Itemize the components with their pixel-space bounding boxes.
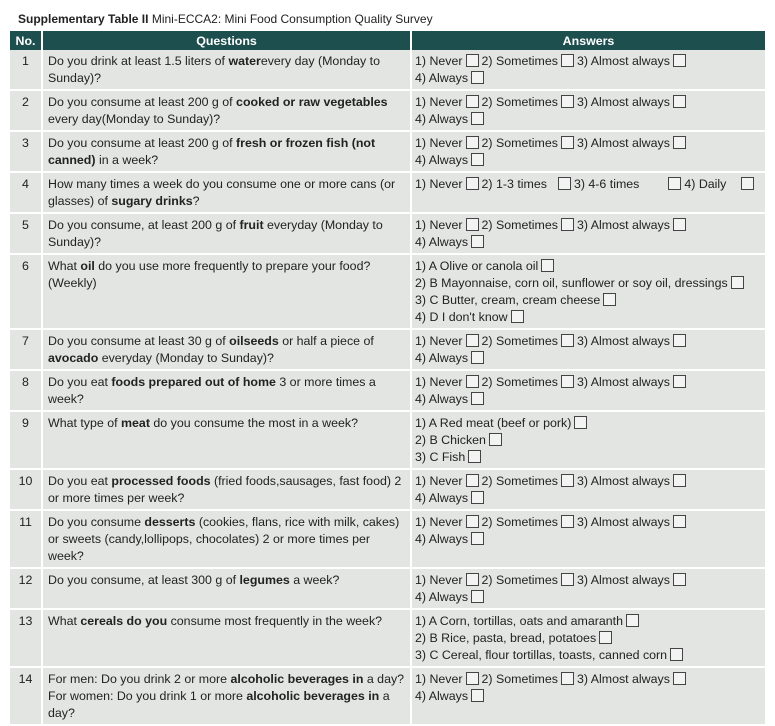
answer-checkbox[interactable] [673,54,686,67]
answer-label: 2) Sometimes [481,218,558,232]
answer-option [415,153,487,167]
header-questions: Questions [42,31,411,50]
answer-label: 4) D I don't know [415,310,508,324]
question-text [42,568,411,609]
answer-option [482,54,577,68]
answer-option [482,218,577,232]
question-segment: For men: Do you drink 2 or more [48,672,231,686]
answer-option [482,672,577,686]
answer-option [415,689,487,703]
answer-label: 2) Sometimes [481,375,558,389]
answer-label: 1) Never [415,474,463,488]
answer-option [415,71,487,85]
table-row [10,213,765,254]
table-row [10,469,765,510]
table-row [10,370,765,411]
answer-option [577,54,689,68]
answer-label: 3) Almost always [576,218,670,232]
answer-label: 3) Almost always [576,375,670,389]
question-segment: 3 or more times a week? [48,375,376,406]
question-number: 2 [10,90,42,131]
question-segment: Do you consume at least 30 g of [48,334,230,348]
answer-option [415,351,487,365]
answer-label: 1) Never [415,218,463,232]
question-keyword: legumes [239,573,290,587]
answer-option [482,136,577,150]
answer-checkbox[interactable] [670,648,683,661]
question-segment: everyday (Monday to Sunday)? [98,351,274,365]
question-keyword: fruit [239,218,264,232]
answer-option [415,309,760,326]
answer-label: 2) Sometimes [481,474,558,488]
question-segment: Do you eat [48,474,112,488]
question-segment: Do you consume [48,515,145,529]
answer-checkbox[interactable] [561,95,574,108]
answer-option [577,95,689,109]
question-keyword: sugary drinks [111,194,193,208]
answer-label: 3) Almost always [576,136,670,150]
answer-label: 3) 4-6 times [573,177,640,191]
answer-label: 4) Always [415,351,469,365]
answer-checkbox[interactable] [466,177,479,190]
answer-options [411,131,765,172]
answer-option [415,590,487,604]
answer-label: 2) Sometimes [481,334,558,348]
answer-label: 1) A Corn, tortillas, oats and amaranth [415,614,623,628]
question-segment: What type of [48,416,122,430]
question-segment: do you consume the most in a week? [149,416,358,430]
question-segment: Do you consume at least 200 g of [48,95,237,109]
answer-label: 2) Sometimes [481,515,558,529]
answer-option [415,515,482,529]
answer-checkbox[interactable] [466,136,479,149]
answer-label: 3) Almost always [576,515,670,529]
question-text [42,510,411,568]
answer-option [415,672,482,686]
answer-label: 4) Always [415,491,469,505]
question-number: 5 [10,213,42,254]
question-text [42,609,411,667]
answer-option [415,334,482,348]
answer-checkbox[interactable] [466,573,479,586]
answer-label: 3) Almost always [576,334,670,348]
answer-checkbox[interactable] [561,54,574,67]
question-text [42,50,411,90]
answer-option [577,218,689,232]
header-no: No. [10,31,42,50]
question-segment: Do you eat [48,375,112,389]
answer-label: 1) Never [415,334,463,348]
answer-checkbox[interactable] [673,375,686,388]
answer-option [577,474,689,488]
answer-option [577,573,689,587]
question-text [42,411,411,469]
question-number: 10 [10,469,42,510]
question-segment: (cookies, flans, rice with milk, cakes) or sweets (candy,lollipops, chocolates) 2 or more times per week? [48,515,400,563]
table-header-row [10,31,765,50]
question-number: 7 [10,329,42,370]
answer-options [411,510,765,568]
answer-label: 4) Always [415,392,469,406]
caption-text: Mini-ECCA2: Mini Food Consumption Quality Survey [148,12,433,26]
table-row [10,568,765,609]
answer-label: 2) B Chicken [415,433,486,447]
answer-checkbox[interactable] [561,136,574,149]
answer-option [482,334,577,348]
answer-label: 4) Always [415,71,469,85]
answer-checkbox[interactable] [558,177,571,190]
question-segment: Do you consume at least 200 g of [48,136,237,150]
table-row [10,172,765,213]
answer-options [411,667,765,725]
question-segment: everyday (Monday to Sunday)? [48,218,383,249]
question-segment: Do you consume, at least 300 g of [48,573,240,587]
answer-option [415,449,760,466]
table-row [10,254,765,329]
question-segment: every day (Monday to Sunday)? [48,54,380,85]
answer-checkbox[interactable] [471,491,484,504]
question-segment: consume most frequently in the week? [167,614,383,628]
table-row [10,50,765,90]
answer-label: 3) Almost always [576,672,670,686]
answer-label: 2) B Mayonnaise, corn oil, sunflower or soy oil, dressings [415,276,728,290]
answer-option [482,515,577,529]
question-segment: a week? [289,573,340,587]
answer-option [415,573,482,587]
answer-checkbox[interactable] [599,631,612,644]
answer-checkbox[interactable] [603,293,616,306]
answer-option [415,95,482,109]
answer-options [411,254,765,329]
table-row [10,510,765,568]
answer-options [411,370,765,411]
answer-label: 1) Never [415,573,463,587]
table-row [10,90,765,131]
question-number: 1 [10,50,42,90]
answer-option [415,491,487,505]
answer-checkbox[interactable] [466,334,479,347]
answer-checkbox[interactable] [673,515,686,528]
answer-options [411,90,765,131]
answer-label: 4) Daily [684,177,727,191]
answer-label: 1) Never [415,54,463,68]
answer-label: 3) C Cereal, flour tortillas, toasts, canned corn [415,648,668,662]
question-text [42,213,411,254]
question-segment: a day? For women: Do you drink 1 or more [48,672,405,703]
answer-option [415,375,482,389]
answer-option [574,177,684,191]
answer-checkbox[interactable] [741,177,754,190]
answer-checkbox[interactable] [561,573,574,586]
answer-label: 2) B Rice, pasta, bread, potatoes [415,631,597,645]
question-keyword: oil [80,259,95,273]
answer-option [684,177,757,191]
answer-checkbox[interactable] [541,259,554,272]
answer-options [411,568,765,609]
question-segment: Do you consume, at least 200 g of [48,218,240,232]
answer-label: 1) Never [415,375,463,389]
answer-option [577,136,689,150]
answer-checkbox[interactable] [471,392,484,405]
answer-option [415,647,760,664]
answer-label: 1) A Olive or canola oil [415,259,539,273]
answer-checkbox[interactable] [673,474,686,487]
answer-label: 3) Almost always [576,54,670,68]
answer-option [415,474,482,488]
answer-checkbox[interactable] [668,177,681,190]
answer-checkbox[interactable] [561,672,574,685]
answer-label: 2) 1-3 times [481,177,547,191]
answer-checkbox[interactable] [466,672,479,685]
question-number: 11 [10,510,42,568]
answer-option [415,218,482,232]
question-text [42,254,411,329]
answer-checkbox[interactable] [673,573,686,586]
answer-checkbox[interactable] [466,218,479,231]
answer-label: 2) Sometimes [481,573,558,587]
answer-options [411,411,765,469]
answer-option [577,375,689,389]
answer-label: 2) Sometimes [481,672,558,686]
question-text [42,469,411,510]
question-number: 8 [10,370,42,411]
question-text [42,90,411,131]
question-number: 9 [10,411,42,469]
answer-label: 3) Almost always [576,95,670,109]
answer-checkbox[interactable] [673,95,686,108]
answer-checkbox[interactable] [626,614,639,627]
question-segment: What [48,259,81,273]
question-text [42,131,411,172]
question-number: 14 [10,667,42,725]
answer-label: 1) Never [415,95,463,109]
question-number: 13 [10,609,42,667]
question-segment: in a week? [95,153,159,167]
answer-checkbox[interactable] [471,532,484,545]
question-keyword: foods prepared out of home [111,375,276,389]
answer-checkbox[interactable] [466,54,479,67]
answer-label: 2) Sometimes [481,95,558,109]
question-keyword: avocado [48,351,99,365]
question-segment: or half a piece of [278,334,374,348]
answer-label: 4) Always [415,112,469,126]
answer-option [482,177,574,191]
question-keyword: cooked or raw vegetables [236,95,388,109]
answer-option [415,112,487,126]
answer-label: 4) Always [415,532,469,546]
answer-option [482,573,577,587]
answer-label: 1) A Red meat (beef or pork) [415,416,572,430]
answer-checkbox[interactable] [471,153,484,166]
question-segment: ? [192,194,200,208]
answer-checkbox[interactable] [471,590,484,603]
question-keyword: fresh or frozen fish [236,136,349,150]
question-keyword: cereals do you [80,614,168,628]
table-row [10,131,765,172]
answer-checkbox[interactable] [561,515,574,528]
answer-checkbox[interactable] [466,375,479,388]
answer-option [415,177,482,191]
table-row [10,667,765,725]
answer-option [415,136,482,150]
header-answers: Answers [411,31,765,50]
answer-option [482,474,577,488]
answer-checkbox[interactable] [471,689,484,702]
question-segment: a day? [48,689,390,720]
answer-checkbox[interactable] [471,112,484,125]
answer-label: 1) Never [415,672,463,686]
answer-option [415,415,760,432]
question-number: 4 [10,172,42,213]
answer-option [415,532,487,546]
answer-checkbox[interactable] [466,515,479,528]
question-segment: How many times a week do you consume one or more cans (or glasses) of [48,177,396,208]
question-number: 3 [10,131,42,172]
answer-checkbox[interactable] [574,416,587,429]
answer-checkbox[interactable] [489,433,502,446]
answer-label: 4) Always [415,235,469,249]
answer-option [415,613,760,630]
answer-checkbox[interactable] [471,71,484,84]
answer-options [411,50,765,90]
table-row [10,411,765,469]
answer-option [415,292,760,309]
answer-checkbox[interactable] [561,218,574,231]
table-row [10,329,765,370]
question-segment: do you use more frequently to prepare your food? (Weekly) [48,259,371,290]
question-segment: Do you drink at least 1.5 liters of [48,54,229,68]
question-keyword: alcoholic beverages in [230,672,364,686]
answer-option [577,334,689,348]
question-number: 12 [10,568,42,609]
answer-checkbox[interactable] [468,450,481,463]
answer-checkbox[interactable] [471,235,484,248]
answer-checkbox[interactable] [466,95,479,108]
answer-checkbox[interactable] [731,276,744,289]
question-number: 6 [10,254,42,329]
answer-option [415,258,760,275]
answer-label: 3) C Butter, cream, cream cheese [415,293,601,307]
table-row [10,609,765,667]
answer-label: 1) Never [415,136,463,150]
table-caption [18,12,433,26]
answer-option [415,235,487,249]
answer-label: 1) Never [415,515,463,529]
answer-option [415,392,487,406]
answer-checkbox[interactable] [673,672,686,685]
question-segment: What [48,614,81,628]
answer-checkbox[interactable] [673,334,686,347]
answer-options [411,213,765,254]
question-keyword: desserts [144,515,196,529]
answer-options [411,172,765,213]
answer-option [577,515,689,529]
answer-options [411,469,765,510]
answer-option [482,375,577,389]
question-text [42,329,411,370]
question-keyword: (not canned) [48,136,376,167]
answer-options [411,609,765,667]
answer-label: 2) Sometimes [481,136,558,150]
answer-checkbox[interactable] [673,218,686,231]
answer-label: 1) Never [415,177,463,191]
table-body [10,50,765,725]
question-segment: (fried foods,sausages, fast food) 2 or more times per week? [48,474,402,505]
answer-label: 4) Always [415,689,469,703]
answer-option [415,54,482,68]
answer-label: 2) Sometimes [481,54,558,68]
answer-label: 3) Almost always [576,573,670,587]
question-keyword: meat [121,416,150,430]
answer-checkbox[interactable] [561,334,574,347]
answer-checkbox[interactable] [511,310,524,323]
answer-label: 4) Always [415,590,469,604]
answer-checkbox[interactable] [561,375,574,388]
answer-option [415,275,760,292]
answer-option [482,95,577,109]
answer-option [415,432,760,449]
question-keyword: processed foods [111,474,211,488]
answer-option [577,672,689,686]
answer-label: 3) C Fish [415,450,466,464]
question-text [42,667,411,725]
answer-option [415,630,760,647]
question-text [42,370,411,411]
answer-checkbox[interactable] [673,136,686,149]
question-keyword: water [228,54,261,68]
question-keyword: oilseeds [229,334,279,348]
caption-label: Supplementary Table II [18,12,149,26]
question-keyword: alcoholic beverages in [246,689,380,703]
answer-label: 4) Always [415,153,469,167]
answer-options [411,329,765,370]
survey-table [10,31,765,726]
answer-checkbox[interactable] [561,474,574,487]
question-text [42,172,411,213]
question-segment: every day(Monday to Sunday)? [48,112,221,126]
answer-checkbox[interactable] [466,474,479,487]
answer-checkbox[interactable] [471,351,484,364]
answer-label: 3) Almost always [576,474,670,488]
